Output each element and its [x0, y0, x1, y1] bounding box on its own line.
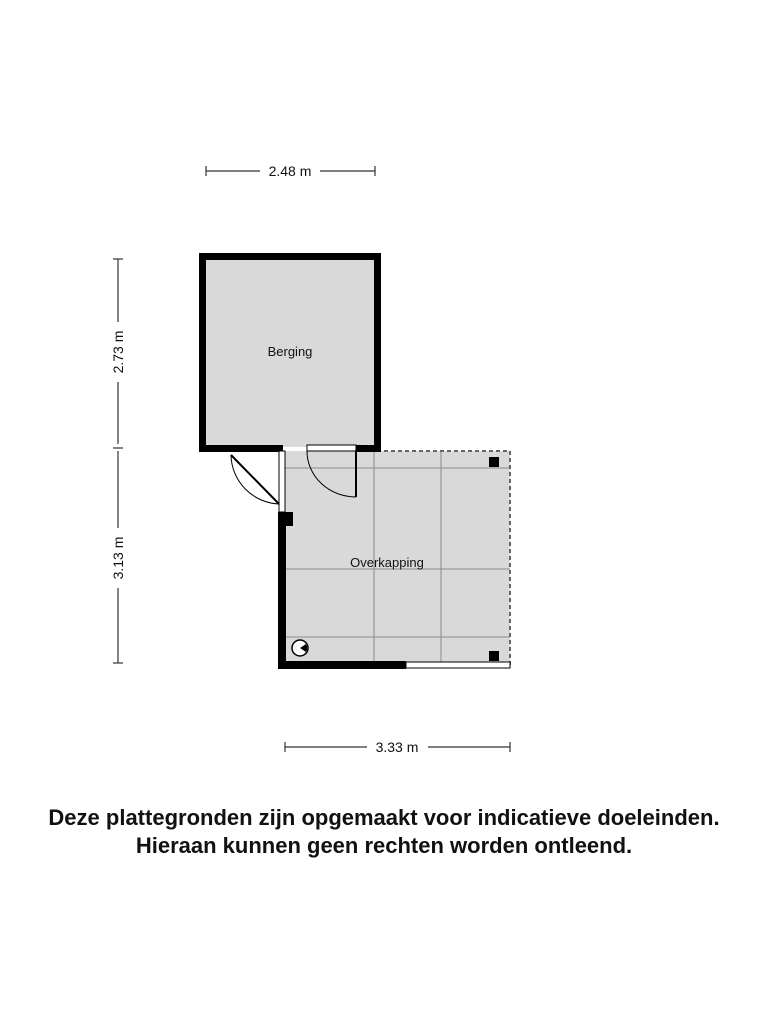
disclaimer-line-1: Deze plattegronden zijn opgemaakt voor indicatieve doeleinden.: [48, 805, 720, 830]
dimension-top-width: [206, 163, 375, 179]
door-side: [231, 451, 285, 512]
room-label-overkapping: Overkapping: [350, 555, 424, 570]
bottom-opening: [406, 662, 510, 668]
disclaimer-line-2: Hieraan kunnen geen rechten worden ontleend.: [135, 833, 633, 858]
dimension-left-lower: [110, 448, 126, 663]
post-bottom-right: [489, 651, 499, 661]
room-overkapping: [282, 451, 510, 668]
dimension-label-left-upper: 2.73 m: [110, 330, 126, 374]
dimension-label-top: 2.48 m: [268, 163, 312, 179]
room-label-berging: Berging: [267, 344, 313, 359]
drain-icon: [292, 640, 308, 656]
dimension-bottom-width: [285, 739, 510, 755]
room-berging: [199, 253, 381, 452]
post-top-right: [489, 457, 499, 467]
dimension-label-left-lower: 3.13 m: [110, 536, 126, 580]
wall-pier: [284, 512, 293, 526]
dimension-label-bottom: 3.33 m: [375, 739, 419, 755]
dimension-left-upper: [110, 259, 126, 444]
